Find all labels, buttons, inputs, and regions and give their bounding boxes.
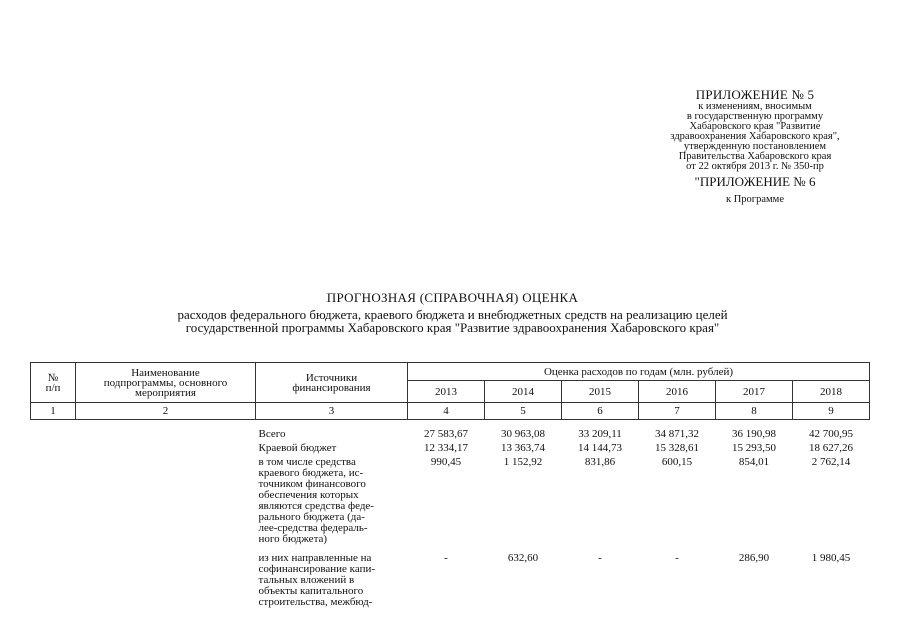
header-year: 2017	[716, 381, 793, 403]
value-cell: 27 583,67	[424, 427, 468, 440]
appendix-line: к изменениям, вносимым	[698, 101, 812, 112]
column-number: 4	[408, 403, 485, 420]
value-cell: 14 144,73	[578, 441, 622, 454]
document-subtitle	[0, 308, 905, 334]
value-cell: 1 980,45	[811, 551, 851, 564]
header-year: 2018	[793, 381, 870, 403]
header-year: 2014	[485, 381, 562, 403]
header-name: Наименование подпрограммы, основного мероприятия	[76, 363, 256, 403]
value-cell: 15 328,61	[655, 441, 699, 454]
value-cell: 30 963,08	[501, 427, 545, 440]
value-cell: -	[598, 551, 602, 564]
source-cell: в том числе средства краевого бюджета, ис- точником финансового обеспечения которых являются средства феде- рального бюджета (да- лее-средства федераль- ного бюджета)	[258, 455, 374, 545]
value-cell: 18 627,26	[809, 441, 853, 454]
appendix-line: Хабаровского края "Развитие	[689, 121, 821, 132]
column-number: 1	[31, 403, 76, 420]
header-estimate: Оценка расходов по годам (млн. рублей)	[408, 363, 870, 381]
value-cell: 600,15	[661, 455, 693, 468]
value-cell: 1 152,92	[503, 455, 543, 468]
document-subtitle-line: расходов федерального бюджета, краевого бюджета и внебюджетных средств на реализацию целей	[177, 307, 728, 322]
document-subtitle-line: государственной программы Хабаровского края "Развитие здравоохранения Хабаровского края"	[185, 320, 720, 335]
appendix-block	[640, 88, 870, 206]
value-cell: 2 762,14	[811, 455, 851, 468]
table-row	[31, 454, 870, 545]
value-cell: 36 190,98	[732, 427, 776, 440]
column-number: 5	[485, 403, 562, 420]
appendix-line: утвержденную постановлением	[683, 141, 827, 152]
column-number: 2	[76, 403, 256, 420]
column-number: 7	[639, 403, 716, 420]
header-year: 2015	[562, 381, 639, 403]
column-number: 8	[716, 403, 793, 420]
source-cell: Краевой бюджет	[258, 441, 337, 454]
appendix-line: в государственную программу	[686, 111, 824, 122]
value-cell: 286,90	[738, 551, 770, 564]
value-cell: 33 209,11	[578, 427, 622, 440]
value-cell: 854,01	[738, 455, 770, 468]
value-cell: 632,60	[507, 551, 539, 564]
value-cell: -	[444, 551, 448, 564]
table-row	[31, 440, 870, 454]
table-row	[31, 545, 870, 608]
value-cell: 12 334,17	[424, 441, 468, 454]
header-year: 2016	[639, 381, 716, 403]
source-cell: Всего	[258, 427, 286, 440]
value-cell: 42 700,95	[809, 427, 853, 440]
column-number: 9	[793, 403, 870, 420]
expense-table	[30, 362, 870, 608]
value-cell: 13 363,74	[501, 441, 545, 454]
value-cell: 34 871,32	[655, 427, 699, 440]
column-number: 6	[562, 403, 639, 420]
appendix-line: от 22 октября 2013 г. № 350-пр	[686, 161, 824, 172]
appendix-title-2: "ПРИЛОЖЕНИЕ № 6	[694, 174, 816, 189]
document-title: ПРОГНОЗНАЯ (СПРАВОЧНАЯ) ОЦЕНКА	[326, 290, 579, 305]
appendix-title: ПРИЛОЖЕНИЕ № 5	[695, 87, 815, 102]
table-row	[31, 426, 870, 440]
value-cell: 15 293,50	[732, 441, 776, 454]
appendix-line: Правительства Хабаровского края	[678, 151, 832, 162]
value-cell: 831,86	[584, 455, 616, 468]
source-cell: из них направленные на софинансирование капи- тальных вложений в объекты капитального строительства, межбюд-	[258, 551, 376, 608]
column-number: 3	[256, 403, 408, 420]
appendix-line: здравоохранения Хабаровского края",	[670, 131, 840, 142]
appendix-subtitle-2: к Программе	[726, 194, 784, 205]
value-cell: -	[675, 551, 679, 564]
header-year: 2013	[408, 381, 485, 403]
value-cell: 990,45	[430, 455, 462, 468]
header-source: Источники финансирования	[256, 363, 408, 403]
header-num: № п/п	[31, 363, 76, 403]
